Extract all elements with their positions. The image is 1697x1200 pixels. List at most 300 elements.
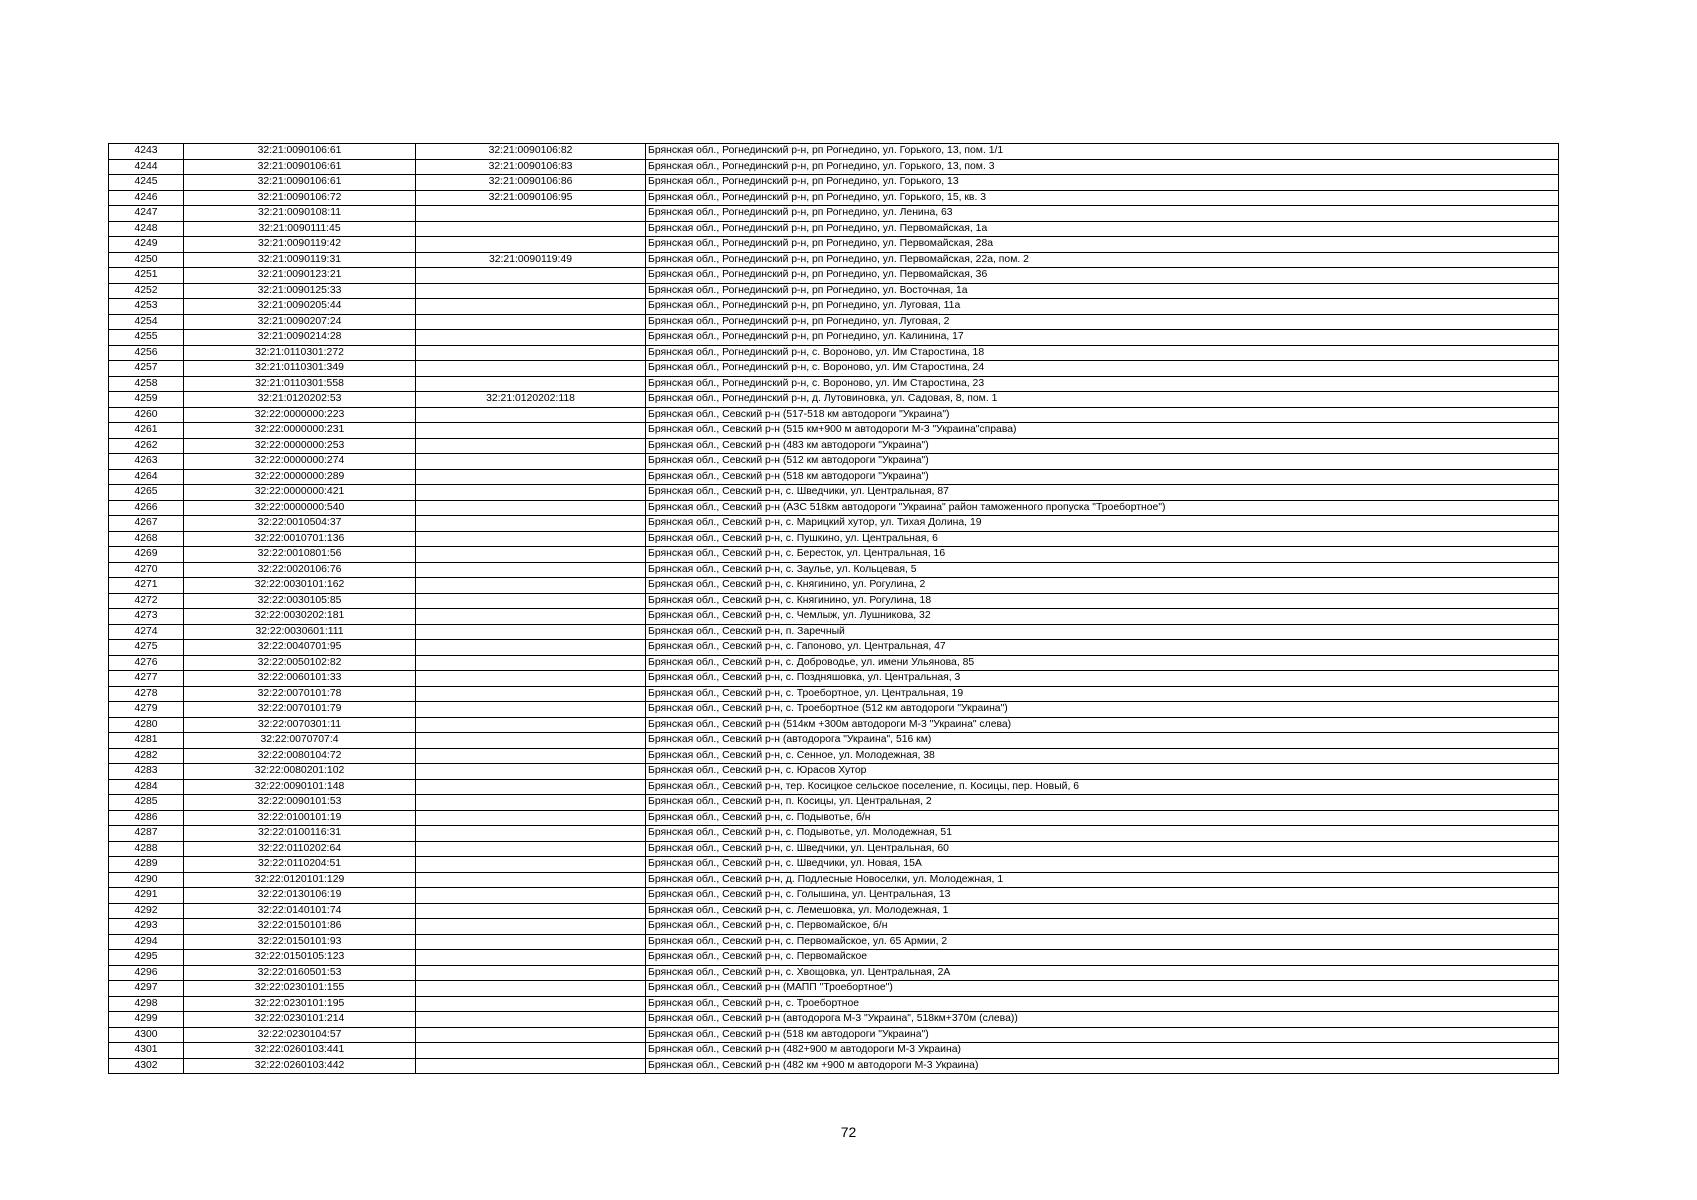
table-row xyxy=(109,779,1559,795)
row-number-cell: 4266 xyxy=(109,500,184,516)
row-number-cell: 4245 xyxy=(109,175,184,191)
table-row xyxy=(109,1043,1559,1059)
address-cell: Брянская обл., Севский р-н, с. Лемешовка, ул. Молодежная, 1 xyxy=(646,903,1559,919)
cadastral-number-cell: 32:22:0000000:274 xyxy=(184,454,416,470)
cadastral-number-cell: 32:22:0030101:162 xyxy=(184,578,416,594)
cadastral-number-cell: 32:22:0040701:95 xyxy=(184,640,416,656)
table-row xyxy=(109,330,1559,346)
row-number-cell: 4291 xyxy=(109,888,184,904)
table-row xyxy=(109,826,1559,842)
address-cell: Брянская обл., Севский р-н, с. Доброводье, ул. имени Ульянова, 85 xyxy=(646,655,1559,671)
table-row xyxy=(109,578,1559,594)
address-cell: Брянская обл., Севский р-н, п. Косицы, ул. Центральная, 2 xyxy=(646,795,1559,811)
row-number-cell: 4279 xyxy=(109,702,184,718)
sub-cadastral-number-cell xyxy=(416,376,646,392)
table-row xyxy=(109,516,1559,532)
cadastral-number-cell: 32:21:0090108:11 xyxy=(184,206,416,222)
row-number-cell: 4244 xyxy=(109,159,184,175)
address-cell: Брянская обл., Севский р-н, с. Голышина, ул. Центральная, 13 xyxy=(646,888,1559,904)
sub-cadastral-number-cell xyxy=(416,764,646,780)
row-number-cell: 4283 xyxy=(109,764,184,780)
sub-cadastral-number-cell xyxy=(416,1058,646,1074)
address-cell: Брянская обл., Севский р-н (автодорога М-3 "Украина", 518км+370м (слева)) xyxy=(646,1012,1559,1028)
cadastral-number-cell: 32:22:0150101:93 xyxy=(184,934,416,950)
row-number-cell: 4281 xyxy=(109,733,184,749)
sub-cadastral-number-cell xyxy=(416,810,646,826)
address-cell: Брянская обл., Севский р-н, с. Хвощовка, ул. Центральная, 2А xyxy=(646,965,1559,981)
address-cell: Брянская обл., Севский р-н (518 км автодороги "Украина") xyxy=(646,469,1559,485)
row-number-cell: 4282 xyxy=(109,748,184,764)
row-number-cell: 4260 xyxy=(109,407,184,423)
cadastral-number-cell: 32:22:0230104:57 xyxy=(184,1027,416,1043)
address-cell: Брянская обл., Севский р-н (514км +300м автодороги М-3 "Украина" слева) xyxy=(646,717,1559,733)
sub-cadastral-number-cell xyxy=(416,965,646,981)
table-row xyxy=(109,283,1559,299)
sub-cadastral-number-cell xyxy=(416,314,646,330)
table-row xyxy=(109,531,1559,547)
cadastral-number-cell: 32:21:0090119:42 xyxy=(184,237,416,253)
cadastral-number-cell: 32:21:0090106:61 xyxy=(184,159,416,175)
cadastral-number-cell: 32:21:0090125:33 xyxy=(184,283,416,299)
cadastral-number-cell: 32:22:0060101:33 xyxy=(184,671,416,687)
cadastral-number-cell: 32:22:0160501:53 xyxy=(184,965,416,981)
table-row xyxy=(109,702,1559,718)
cadastral-number-cell: 32:21:0090106:61 xyxy=(184,144,416,160)
address-cell: Брянская обл., Севский р-н, с. Поздняшовка, ул. Центральная, 3 xyxy=(646,671,1559,687)
table-row xyxy=(109,748,1559,764)
table-row xyxy=(109,717,1559,733)
cadastral-number-cell: 32:22:0150101:86 xyxy=(184,919,416,935)
cadastral-number-cell: 32:22:0140101:74 xyxy=(184,903,416,919)
table-row xyxy=(109,159,1559,175)
cadastral-number-cell: 32:22:0230101:155 xyxy=(184,981,416,997)
sub-cadastral-number-cell xyxy=(416,206,646,222)
sub-cadastral-number-cell xyxy=(416,779,646,795)
sub-cadastral-number-cell xyxy=(416,686,646,702)
cadastral-number-cell: 32:22:0100101:19 xyxy=(184,810,416,826)
cadastral-number-cell: 32:21:0090207:24 xyxy=(184,314,416,330)
table-row xyxy=(109,686,1559,702)
address-cell: Брянская обл., Рогнединский р-н, с. Вороново, ул. Им Старостина, 18 xyxy=(646,345,1559,361)
sub-cadastral-number-cell xyxy=(416,423,646,439)
address-cell: Брянская обл., Севский р-н, с. Троебортное (512 км автодороги "Украина") xyxy=(646,702,1559,718)
registry-table xyxy=(108,143,1559,1074)
sub-cadastral-number-cell xyxy=(416,485,646,501)
address-cell: Брянская обл., Севский р-н (482+900 м автодороги М-3 Украина) xyxy=(646,1043,1559,1059)
cadastral-number-cell: 32:22:0030202:181 xyxy=(184,609,416,625)
address-cell: Брянская обл., Рогнединский р-н, рп Рогнедино, ул. Ленина, 63 xyxy=(646,206,1559,222)
cadastral-number-cell: 32:22:0070707:4 xyxy=(184,733,416,749)
row-number-cell: 4249 xyxy=(109,237,184,253)
table-row xyxy=(109,454,1559,470)
table-row xyxy=(109,190,1559,206)
cadastral-number-cell: 32:22:0000000:540 xyxy=(184,500,416,516)
row-number-cell: 4258 xyxy=(109,376,184,392)
sub-cadastral-number-cell xyxy=(416,500,646,516)
table-row xyxy=(109,345,1559,361)
row-number-cell: 4254 xyxy=(109,314,184,330)
address-cell: Брянская обл., Севский р-н (МАПП "Троебортное") xyxy=(646,981,1559,997)
cadastral-number-cell: 32:22:0110202:64 xyxy=(184,841,416,857)
address-cell: Брянская обл., Севский р-н, с. Первомайское, ул. 65 Армии, 2 xyxy=(646,934,1559,950)
page-number: 72 xyxy=(840,1124,857,1140)
sub-cadastral-number-cell xyxy=(416,345,646,361)
table-row xyxy=(109,376,1559,392)
address-cell: Брянская обл., Севский р-н, с. Марицкий хутор, ул. Тихая Долина, 19 xyxy=(646,516,1559,532)
cadastral-number-cell: 32:22:0000000:231 xyxy=(184,423,416,439)
cadastral-number-cell: 32:22:0010701:136 xyxy=(184,531,416,547)
table-row xyxy=(109,268,1559,284)
sub-cadastral-number-cell xyxy=(416,996,646,1012)
address-cell: Брянская обл., Севский р-н, с. Гапоново, ул. Центральная, 47 xyxy=(646,640,1559,656)
sub-cadastral-number-cell xyxy=(416,407,646,423)
row-number-cell: 4255 xyxy=(109,330,184,346)
table-row xyxy=(109,903,1559,919)
cadastral-number-cell: 32:22:0090101:148 xyxy=(184,779,416,795)
row-number-cell: 4252 xyxy=(109,283,184,299)
table-row xyxy=(109,392,1559,408)
table-row xyxy=(109,764,1559,780)
address-cell: Брянская обл., Севский р-н, с. Заулье, ул. Кольцевая, 5 xyxy=(646,562,1559,578)
cadastral-number-cell: 32:22:0260103:442 xyxy=(184,1058,416,1074)
sub-cadastral-number-cell xyxy=(416,268,646,284)
row-number-cell: 4259 xyxy=(109,392,184,408)
address-cell: Брянская обл., Рогнединский р-н, рп Рогнедино, ул. Горького, 13, пом. 1/1 xyxy=(646,144,1559,160)
table-row xyxy=(109,485,1559,501)
table-row xyxy=(109,1058,1559,1074)
sub-cadastral-number-cell xyxy=(416,547,646,563)
address-cell: Брянская обл., Севский р-н, с. Первомайское, б/н xyxy=(646,919,1559,935)
cadastral-number-cell: 32:21:0090106:72 xyxy=(184,190,416,206)
table-row xyxy=(109,469,1559,485)
cadastral-number-cell: 32:21:0090123:21 xyxy=(184,268,416,284)
table-row xyxy=(109,857,1559,873)
cadastral-number-cell: 32:22:0020106:76 xyxy=(184,562,416,578)
address-cell: Брянская обл., Севский р-н, с. Подывотье, ул. Молодежная, 51 xyxy=(646,826,1559,842)
address-cell: Брянская обл., Севский р-н, с. Первомайское xyxy=(646,950,1559,966)
cadastral-number-cell: 32:21:0090214:28 xyxy=(184,330,416,346)
row-number-cell: 4297 xyxy=(109,981,184,997)
sub-cadastral-number-cell: 32:21:0090106:82 xyxy=(416,144,646,160)
table-row xyxy=(109,1012,1559,1028)
address-cell: Брянская обл., Севский р-н (483 км автодороги "Украина") xyxy=(646,438,1559,454)
sub-cadastral-number-cell xyxy=(416,578,646,594)
address-cell: Брянская обл., Севский р-н, д. Подлесные Новоселки, ул. Молодежная, 1 xyxy=(646,872,1559,888)
row-number-cell: 4253 xyxy=(109,299,184,315)
cadastral-number-cell: 32:22:0000000:253 xyxy=(184,438,416,454)
sub-cadastral-number-cell xyxy=(416,733,646,749)
table-row xyxy=(109,237,1559,253)
sub-cadastral-number-cell xyxy=(416,671,646,687)
sub-cadastral-number-cell xyxy=(416,1027,646,1043)
sub-cadastral-number-cell xyxy=(416,516,646,532)
cadastral-number-cell: 32:21:0120202:53 xyxy=(184,392,416,408)
cadastral-number-cell: 32:22:0130106:19 xyxy=(184,888,416,904)
address-cell: Брянская обл., Рогнединский р-н, рп Рогнедино, ул. Первомайская, 1а xyxy=(646,221,1559,237)
address-cell: Брянская обл., Севский р-н, с. Шведчики, ул. Центральная, 87 xyxy=(646,485,1559,501)
sub-cadastral-number-cell xyxy=(416,237,646,253)
cadastral-number-cell: 32:22:0050102:82 xyxy=(184,655,416,671)
table-row xyxy=(109,144,1559,160)
row-number-cell: 4290 xyxy=(109,872,184,888)
address-cell: Брянская обл., Севский р-н, с. Бересток, ул. Центральная, 16 xyxy=(646,547,1559,563)
address-cell: Брянская обл., Рогнединский р-н, рп Рогнедино, ул. Луговая, 11а xyxy=(646,299,1559,315)
cadastral-number-cell: 32:22:0070101:79 xyxy=(184,702,416,718)
address-cell: Брянская обл., Рогнединский р-н, рп Рогнедино, ул. Калинина, 17 xyxy=(646,330,1559,346)
row-number-cell: 4257 xyxy=(109,361,184,377)
sub-cadastral-number-cell: 32:21:0090106:86 xyxy=(416,175,646,191)
row-number-cell: 4298 xyxy=(109,996,184,1012)
row-number-cell: 4271 xyxy=(109,578,184,594)
row-number-cell: 4284 xyxy=(109,779,184,795)
cadastral-number-cell: 32:22:0000000:223 xyxy=(184,407,416,423)
sub-cadastral-number-cell xyxy=(416,609,646,625)
sub-cadastral-number-cell xyxy=(416,330,646,346)
address-cell: Брянская обл., Рогнединский р-н, с. Вороново, ул. Им Старостина, 24 xyxy=(646,361,1559,377)
address-cell: Брянская обл., Севский р-н, с. Сенное, ул. Молодежная, 38 xyxy=(646,748,1559,764)
table-row xyxy=(109,407,1559,423)
sub-cadastral-number-cell xyxy=(416,748,646,764)
sub-cadastral-number-cell xyxy=(416,1012,646,1028)
row-number-cell: 4280 xyxy=(109,717,184,733)
address-cell: Брянская обл., Севский р-н, с. Княгинино, ул. Рогулина, 2 xyxy=(646,578,1559,594)
sub-cadastral-number-cell: 32:21:0120202:118 xyxy=(416,392,646,408)
sub-cadastral-number-cell xyxy=(416,593,646,609)
sub-cadastral-number-cell xyxy=(416,624,646,640)
row-number-cell: 4270 xyxy=(109,562,184,578)
table-row xyxy=(109,733,1559,749)
row-number-cell: 4296 xyxy=(109,965,184,981)
address-cell: Брянская обл., Рогнединский р-н, рп Рогнедино, ул. Восточная, 1а xyxy=(646,283,1559,299)
row-number-cell: 4263 xyxy=(109,454,184,470)
row-number-cell: 4287 xyxy=(109,826,184,842)
row-number-cell: 4288 xyxy=(109,841,184,857)
address-cell: Брянская обл., Рогнединский р-н, рп Рогнедино, ул. Первомайская, 22а, пом. 2 xyxy=(646,252,1559,268)
row-number-cell: 4301 xyxy=(109,1043,184,1059)
table-row xyxy=(109,500,1559,516)
sub-cadastral-number-cell xyxy=(416,872,646,888)
row-number-cell: 4246 xyxy=(109,190,184,206)
address-cell: Брянская обл., Севский р-н, тер. Косицкое сельское поселение, п. Косицы, пер. Новый, 6 xyxy=(646,779,1559,795)
cadastral-number-cell: 32:21:0090205:44 xyxy=(184,299,416,315)
row-number-cell: 4265 xyxy=(109,485,184,501)
sub-cadastral-number-cell xyxy=(416,702,646,718)
address-cell: Брянская обл., Севский р-н (512 км автодороги "Украина") xyxy=(646,454,1559,470)
address-cell: Брянская обл., Рогнединский р-н, рп Рогнедино, ул. Первомайская, 36 xyxy=(646,268,1559,284)
address-cell: Брянская обл., Севский р-н, с. Троебортное xyxy=(646,996,1559,1012)
cadastral-number-cell: 32:22:0070301:11 xyxy=(184,717,416,733)
sub-cadastral-number-cell xyxy=(416,283,646,299)
table-row xyxy=(109,965,1559,981)
row-number-cell: 4289 xyxy=(109,857,184,873)
row-number-cell: 4277 xyxy=(109,671,184,687)
table-row xyxy=(109,547,1559,563)
row-number-cell: 4292 xyxy=(109,903,184,919)
table-row xyxy=(109,934,1559,950)
row-number-cell: 4294 xyxy=(109,934,184,950)
sub-cadastral-number-cell xyxy=(416,438,646,454)
sub-cadastral-number-cell xyxy=(416,857,646,873)
sub-cadastral-number-cell xyxy=(416,888,646,904)
address-cell: Брянская обл., Рогнединский р-н, рп Рогнедино, ул. Первомайская, 28а xyxy=(646,237,1559,253)
table-row xyxy=(109,562,1559,578)
sub-cadastral-number-cell xyxy=(416,562,646,578)
table-row xyxy=(109,221,1559,237)
row-number-cell: 4295 xyxy=(109,950,184,966)
table-row xyxy=(109,841,1559,857)
sub-cadastral-number-cell xyxy=(416,221,646,237)
address-cell: Брянская обл., Севский р-н (518 км автодороги "Украина") xyxy=(646,1027,1559,1043)
registry-table-body xyxy=(109,144,1559,1074)
sub-cadastral-number-cell xyxy=(416,531,646,547)
table-row xyxy=(109,361,1559,377)
row-number-cell: 4285 xyxy=(109,795,184,811)
address-cell: Брянская обл., Севский р-н, с. Пушкино, ул. Центральная, 6 xyxy=(646,531,1559,547)
row-number-cell: 4256 xyxy=(109,345,184,361)
row-number-cell: 4247 xyxy=(109,206,184,222)
row-number-cell: 4299 xyxy=(109,1012,184,1028)
sub-cadastral-number-cell xyxy=(416,299,646,315)
cadastral-number-cell: 32:22:0030601:111 xyxy=(184,624,416,640)
row-number-cell: 4267 xyxy=(109,516,184,532)
sub-cadastral-number-cell xyxy=(416,950,646,966)
address-cell: Брянская обл., Рогнединский р-н, с. Вороново, ул. Им Старостина, 23 xyxy=(646,376,1559,392)
address-cell: Брянская обл., Севский р-н (517-518 км автодороги "Украина") xyxy=(646,407,1559,423)
row-number-cell: 4293 xyxy=(109,919,184,935)
sub-cadastral-number-cell xyxy=(416,361,646,377)
address-cell: Брянская обл., Рогнединский р-н, рп Рогнедино, ул. Горького, 13 xyxy=(646,175,1559,191)
table-row xyxy=(109,175,1559,191)
sub-cadastral-number-cell xyxy=(416,934,646,950)
sub-cadastral-number-cell xyxy=(416,655,646,671)
cadastral-number-cell: 32:22:0080201:102 xyxy=(184,764,416,780)
row-number-cell: 4250 xyxy=(109,252,184,268)
address-cell: Брянская обл., Севский р-н (АЗС 518км автодороги "Украина" район таможенного пропуска "Троебортное") xyxy=(646,500,1559,516)
sub-cadastral-number-cell xyxy=(416,903,646,919)
row-number-cell: 4300 xyxy=(109,1027,184,1043)
row-number-cell: 4262 xyxy=(109,438,184,454)
row-number-cell: 4264 xyxy=(109,469,184,485)
table-row xyxy=(109,919,1559,935)
table-row xyxy=(109,593,1559,609)
table-row xyxy=(109,1027,1559,1043)
cadastral-number-cell: 32:22:0010504:37 xyxy=(184,516,416,532)
row-number-cell: 4278 xyxy=(109,686,184,702)
cadastral-number-cell: 32:22:0260103:441 xyxy=(184,1043,416,1059)
address-cell: Брянская обл., Севский р-н, с. Юрасов Хутор xyxy=(646,764,1559,780)
sub-cadastral-number-cell xyxy=(416,1043,646,1059)
row-number-cell: 4272 xyxy=(109,593,184,609)
table-row xyxy=(109,810,1559,826)
cadastral-number-cell: 32:21:0110301:558 xyxy=(184,376,416,392)
table-row xyxy=(109,981,1559,997)
address-cell: Брянская обл., Рогнединский р-н, рп Рогнедино, ул. Луговая, 2 xyxy=(646,314,1559,330)
cadastral-number-cell: 32:22:0030105:85 xyxy=(184,593,416,609)
table-row xyxy=(109,252,1559,268)
table-row xyxy=(109,888,1559,904)
address-cell: Брянская обл., Севский р-н, с. Чемлыж, ул. Лушникова, 32 xyxy=(646,609,1559,625)
cadastral-number-cell: 32:22:0080104:72 xyxy=(184,748,416,764)
table-row xyxy=(109,655,1559,671)
table-row xyxy=(109,872,1559,888)
sub-cadastral-number-cell xyxy=(416,826,646,842)
row-number-cell: 4302 xyxy=(109,1058,184,1074)
row-number-cell: 4269 xyxy=(109,547,184,563)
cadastral-number-cell: 32:22:0120101:129 xyxy=(184,872,416,888)
address-cell: Брянская обл., Рогнединский р-н, рп Рогнедино, ул. Горького, 15, кв. 3 xyxy=(646,190,1559,206)
cadastral-number-cell: 32:21:0090119:31 xyxy=(184,252,416,268)
row-number-cell: 4248 xyxy=(109,221,184,237)
row-number-cell: 4286 xyxy=(109,810,184,826)
table-row xyxy=(109,423,1559,439)
cadastral-number-cell: 32:22:0070101:78 xyxy=(184,686,416,702)
sub-cadastral-number-cell: 32:21:0090106:83 xyxy=(416,159,646,175)
table-row xyxy=(109,206,1559,222)
cadastral-number-cell: 32:21:0090111:45 xyxy=(184,221,416,237)
sub-cadastral-number-cell xyxy=(416,841,646,857)
table-row xyxy=(109,624,1559,640)
row-number-cell: 4276 xyxy=(109,655,184,671)
sub-cadastral-number-cell xyxy=(416,454,646,470)
table-row xyxy=(109,314,1559,330)
sub-cadastral-number-cell xyxy=(416,795,646,811)
row-number-cell: 4251 xyxy=(109,268,184,284)
table-row xyxy=(109,299,1559,315)
row-number-cell: 4243 xyxy=(109,144,184,160)
address-cell: Брянская обл., Севский р-н, с. Шведчики, ул. Новая, 15А xyxy=(646,857,1559,873)
cadastral-number-cell: 32:22:0150105:123 xyxy=(184,950,416,966)
cadastral-number-cell: 32:22:0000000:421 xyxy=(184,485,416,501)
sub-cadastral-number-cell: 32:21:0090106:95 xyxy=(416,190,646,206)
cadastral-number-cell: 32:22:0230101:195 xyxy=(184,996,416,1012)
address-cell: Брянская обл., Севский р-н (автодорога "Украина", 516 км) xyxy=(646,733,1559,749)
address-cell: Брянская обл., Севский р-н, п. Заречный xyxy=(646,624,1559,640)
address-cell: Брянская обл., Севский р-н, с. Подывотье, б/н xyxy=(646,810,1559,826)
row-number-cell: 4261 xyxy=(109,423,184,439)
cadastral-number-cell: 32:22:0230101:214 xyxy=(184,1012,416,1028)
row-number-cell: 4275 xyxy=(109,640,184,656)
address-cell: Брянская обл., Севский р-н (515 км+900 м автодороги М-3 "Украина"справа) xyxy=(646,423,1559,439)
row-number-cell: 4274 xyxy=(109,624,184,640)
cadastral-number-cell: 32:22:0110204:51 xyxy=(184,857,416,873)
cadastral-number-cell: 32:22:0100116:31 xyxy=(184,826,416,842)
row-number-cell: 4268 xyxy=(109,531,184,547)
sub-cadastral-number-cell: 32:21:0090119:49 xyxy=(416,252,646,268)
address-cell: Брянская обл., Севский р-н, с. Княгинино, ул. Рогулина, 18 xyxy=(646,593,1559,609)
table-row xyxy=(109,671,1559,687)
cadastral-number-cell: 32:21:0110301:349 xyxy=(184,361,416,377)
address-cell: Брянская обл., Рогнединский р-н, рп Рогнедино, ул. Горького, 13, пом. 3 xyxy=(646,159,1559,175)
cadastral-number-cell: 32:21:0090106:61 xyxy=(184,175,416,191)
cadastral-number-cell: 32:22:0090101:53 xyxy=(184,795,416,811)
table-row xyxy=(109,950,1559,966)
table-row xyxy=(109,640,1559,656)
sub-cadastral-number-cell xyxy=(416,717,646,733)
sub-cadastral-number-cell xyxy=(416,981,646,997)
address-cell: Брянская обл., Севский р-н (482 км +900 м автодороги М-3 Украина) xyxy=(646,1058,1559,1074)
address-cell: Брянская обл., Севский р-н, с. Шведчики, ул. Центральная, 60 xyxy=(646,841,1559,857)
address-cell: Брянская обл., Севский р-н, с. Троебортное, ул. Центральная, 19 xyxy=(646,686,1559,702)
cadastral-number-cell: 32:21:0110301:272 xyxy=(184,345,416,361)
cadastral-number-cell: 32:22:0010801:56 xyxy=(184,547,416,563)
table-row xyxy=(109,996,1559,1012)
sub-cadastral-number-cell xyxy=(416,919,646,935)
table-row xyxy=(109,609,1559,625)
address-cell: Брянская обл., Рогнединский р-н, д. Лутовиновка, ул. Садовая, 8, пом. 1 xyxy=(646,392,1559,408)
table-row xyxy=(109,795,1559,811)
row-number-cell: 4273 xyxy=(109,609,184,625)
table-row xyxy=(109,438,1559,454)
